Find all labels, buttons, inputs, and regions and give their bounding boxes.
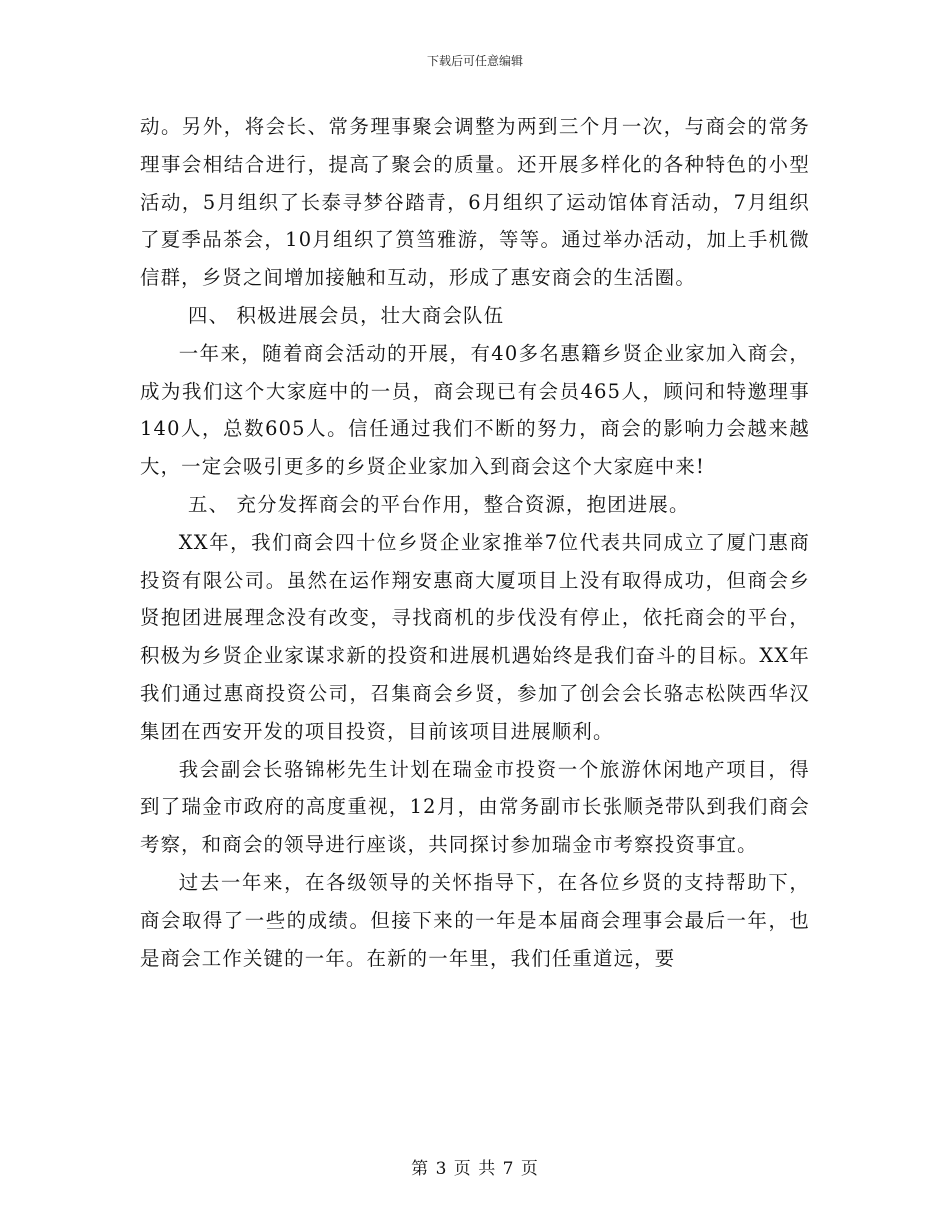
section-heading-four: 四、 积极进展会员，壮大商会队伍 <box>188 303 505 327</box>
paragraph-past-year-summary: 过去一年来，在各级领导的关怀指导下，在各位乡贤的支持帮助下，商会取得了一些的成绩。但接下来的一年是本届商会理事会最后一年，也是商会工作关键的一年。在新的一年里，我们任重道远，要 <box>140 870 810 970</box>
section-heading-five: 五、 充分发挥商会的平台作用，整合资源，抱团进展。 <box>188 492 690 516</box>
paragraph-activities-continued: 动。另外，将会长、常务理事聚会调整为两到三个月一次，与商会的常务理事会相结合进行，提高了聚会的质量。还开展多样化的各种特色的小型活动，5月组织了长泰寻梦谷踏青，6月组织了运动馆体育活动，7月组织了夏季品茶会，10月组织了筼筜雅游，等等。通过举办活动，加上手机微信群，乡贤之间增加接触和互动，形成了惠安商会的生活圈。 <box>140 115 810 290</box>
document-body <box>140 108 810 977</box>
page-header: 下载后可任意编辑 <box>426 54 523 68</box>
paragraph-ruijin-project: 我会副会长骆锦彬先生计划在瑞金市投资一个旅游休闲地产项目，得到了瑞金市政府的高度重视，12月，由常务副市长张顺尧带队到我们商会考察，和商会的领导进行座谈，共同探讨参加瑞金市考察投资事宜。 <box>140 757 810 857</box>
paragraph-members: 一年来，随着商会活动的开展，有40多名惠籍乡贤企业家加入商会，成为我们这个大家庭中的一员，商会现已有会员465人，顾问和特邀理事140人，总数605人。信任通过我们不断的努力，商会的影响力会越来越大，一定会吸引更多的乡贤企业家加入到商会这个大家庭中来! <box>140 341 810 479</box>
page-number-footer: 第 3 页 共 7 页 <box>411 1159 539 1179</box>
paragraph-investment-company: XX年，我们商会四十位乡贤企业家推举7位代表共同成立了厦门惠商投资有限公司。虽然在运作翔安惠商大厦项目上没有取得成功，但商会乡贤抱团进展理念没有改变，寻找商机的步伐没有停止，依托商会的平台，积极为乡贤企业家谋求新的投资和进展机遇始终是我们奋斗的目标。XX年我们通过惠商投资公司，召集商会乡贤，参加了创会会长骆志松陕西华汉集团在西安开发的项目投资，目前该项目进展顺利。 <box>140 530 810 743</box>
